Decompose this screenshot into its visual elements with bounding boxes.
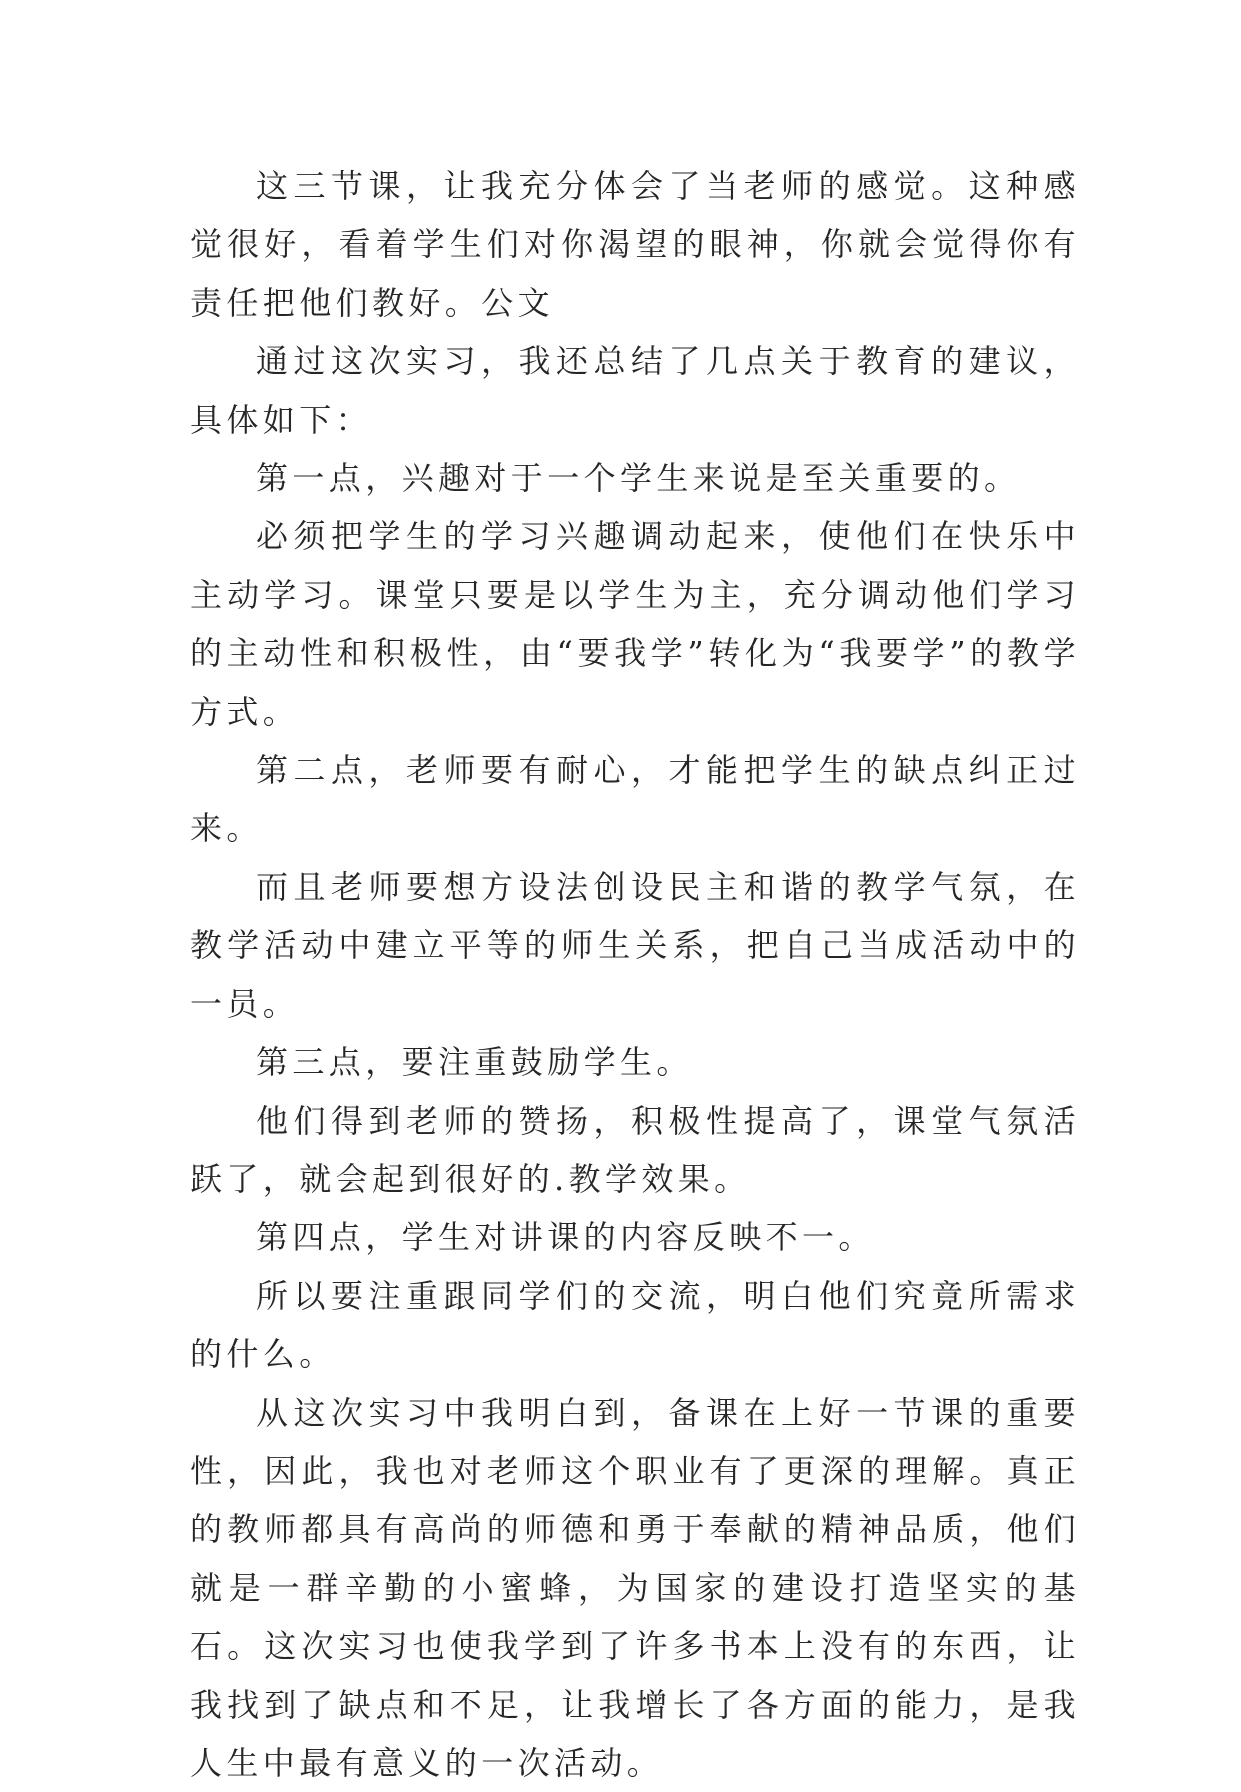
paragraph-point-four-detail: 所以要注重跟同学们的交流，明白他们究竟所需求的什么。 (190, 1276, 1080, 1374)
paragraph-point-one: 第一点，兴趣对于一个学生来说是至关重要的。 (256, 459, 1021, 498)
paragraph-suggestions-intro: 通过这次实习，我还总结了几点关于教育的建议，具体如下： (190, 342, 1080, 439)
paragraph-point-three-detail: 他们得到老师的赞扬，积极性提高了，课堂气氛活跃了，就会起到很好的.教学效果。 (190, 1101, 1080, 1198)
paragraph-reflection: 这三节课，让我充分体会了当老师的感觉。这种感觉很好，看着学生们对你渴望的眼神，你就会觉得你有责任把他们教好。公文 (190, 167, 1080, 322)
paragraph-conclusion: 从这次实习中我明白到，备课在上好一节课的重要性，因此，我也对老师这个职业有了更深的理解。真正的教师都具有高尚的师德和勇于奉献的精神品质，他们就是一群辛勤的小蜜蜂，为国家的建设打造坚实的基石。这次实习也使我学到了许多书本上没有的东西，让我找到了缺点和不足，让我增长了各方面的能力，是我人生中最有意义的一次活动。 (190, 1393, 1080, 1782)
paragraph-point-one-detail: 必须把学生的学习兴趣调动起来，使他们在快乐中主动学习。课堂只要是以学生为主，充分调动他们学习的主动性和积极性，由“要我学”转化为“我要学”的教学方式。 (190, 517, 1080, 731)
paragraph-point-four: 第四点，学生对讲课的内容反映不一。 (256, 1218, 875, 1257)
paragraph-point-two-detail: 而且老师要想方设法创设民主和谐的教学气氛，在教学活动中建立平等的师生关系，把自己当成活动中的一员。 (190, 867, 1080, 1023)
paragraph-point-three: 第三点，要注重鼓励学生。 (256, 1043, 693, 1082)
document-body (190, 157, 1080, 1792)
paragraph-point-two: 第二点，老师要有耐心，才能把学生的缺点纠正过来。 (190, 751, 1080, 848)
